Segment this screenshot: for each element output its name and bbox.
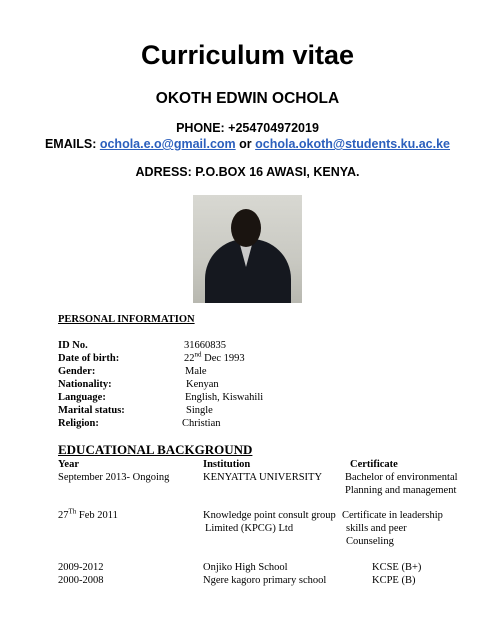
dob-value: 22nd Dec 1993 bbox=[184, 350, 245, 364]
gender-label: Gender: bbox=[58, 366, 96, 377]
education-heading: EDUCATIONAL BACKGROUND bbox=[58, 442, 253, 457]
edu-row-1-institution: KENYATTA UNIVERSITY bbox=[203, 472, 323, 483]
language-label: Language: bbox=[58, 392, 106, 403]
edu-row-2-cert-line-2: skills and peer bbox=[346, 523, 407, 534]
nationality-value: Kenyan bbox=[186, 379, 219, 390]
edu-row-4-certificate: KCPE (B) bbox=[372, 575, 416, 586]
edu-row-2-year: 27Th Feb 2011 bbox=[58, 507, 118, 521]
language-value: English, Kiswahili bbox=[185, 392, 264, 403]
edu-row-2-inst-line-2: Limited (KPCG) Ltd bbox=[205, 523, 294, 534]
address-line: ADRESS: P.O.BOX 16 AWASI, KENYA. bbox=[135, 165, 360, 179]
document-title: Curriculum vitae bbox=[140, 40, 355, 70]
id-value: 31660835 bbox=[184, 340, 226, 351]
edu-row-1-cert-line-2: Planning and management bbox=[345, 485, 457, 496]
gender-value: Male bbox=[185, 366, 207, 377]
candidate-name: OKOTH EDWIN OCHOLA bbox=[155, 90, 340, 107]
dob-label: Date of birth: bbox=[58, 353, 120, 364]
edu-row-3-year: 2009-2012 bbox=[58, 562, 104, 573]
religion-label: Religion: bbox=[58, 418, 99, 429]
edu-row-2-inst-line-1: Knowledge point consult group bbox=[203, 510, 336, 521]
emails-line bbox=[0, 137, 495, 151]
emails-label: EMAILS: bbox=[44, 137, 97, 151]
edu-row-2-cert-line-1: Certificate in leadership bbox=[342, 510, 443, 521]
col-year: Year bbox=[58, 459, 79, 470]
id-label: ID No. bbox=[58, 340, 88, 351]
email-link-1[interactable]: ochola.e.o@gmail.com bbox=[99, 137, 236, 151]
edu-row-4-year: 2000-2008 bbox=[58, 575, 104, 586]
emails-or: or bbox=[239, 137, 252, 151]
marital-value: Single bbox=[186, 405, 213, 416]
profile-photo bbox=[193, 195, 302, 303]
marital-label: Marital status: bbox=[58, 405, 125, 416]
religion-value: Christian bbox=[182, 418, 221, 429]
edu-row-1-year: September 2013- Ongoing bbox=[58, 472, 170, 483]
col-institution: Institution bbox=[203, 459, 251, 470]
col-certificate: Certificate bbox=[350, 459, 398, 470]
nationality-label: Nationality: bbox=[58, 379, 112, 390]
edu-row-1-cert-line-1: Bachelor of environmental bbox=[345, 472, 458, 483]
edu-row-2-cert-line-3: Counseling bbox=[346, 536, 394, 547]
personal-info-heading: PERSONAL INFORMATION bbox=[58, 314, 195, 325]
phone-line: PHONE: +254704972019 bbox=[176, 121, 319, 135]
email-link-2[interactable]: ochola.okoth@students.ku.ac.ke bbox=[255, 137, 451, 151]
edu-row-3-institution: Onjiko High School bbox=[203, 562, 288, 573]
edu-row-3-certificate: KCSE (B+) bbox=[372, 562, 422, 573]
edu-row-4-institution: Ngere kagoro primary school bbox=[203, 575, 327, 586]
